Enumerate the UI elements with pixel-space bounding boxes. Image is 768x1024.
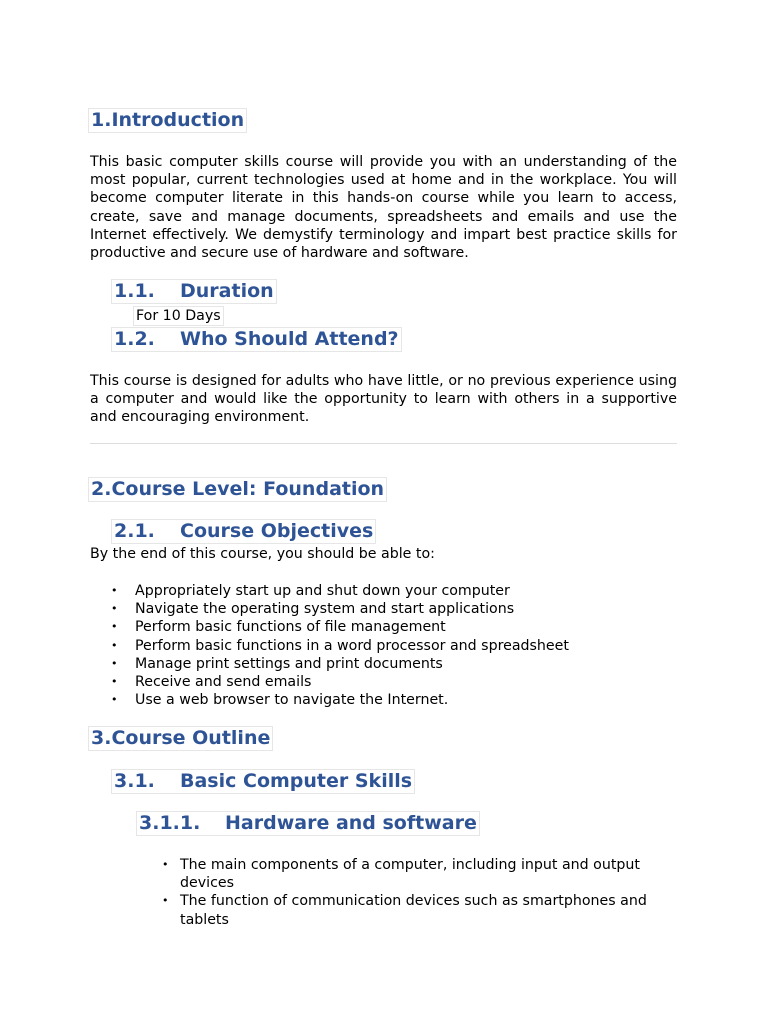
list-item: • Manage print settings and print documents [111, 655, 443, 672]
list-item: • Use a web browser to navigate the Internet. [111, 692, 449, 709]
bullet-icon: • [111, 656, 118, 670]
objectives-list [111, 582, 569, 709]
heading-number: 3.1.1. [139, 812, 201, 834]
list-item: • Navigate the operating system and start applications [111, 601, 515, 618]
list-item: • The function of communication devices such as smartphones and tablets [162, 893, 647, 928]
heading-course-outline [88, 726, 273, 751]
bullet-icon: • [111, 638, 118, 652]
list-item: • The main components of a computer, including input and output devices [162, 857, 640, 892]
list-item: • Perform basic functions of file management [111, 619, 446, 636]
introduction-paragraph: This basic computer skills course will provide you with an understanding of the most popular, current technologies used at home and in the workplace. You will become computer literate in this hands-on course while you learn to access, create, save and manage documents, spreadsheets and emails and use the Internet effectively. We demystify terminology and impart best practice skills for productive and secure use of hardware and software. [90, 154, 677, 262]
heading-number: 1.1. [114, 280, 155, 302]
heading-label: Course Outline [111, 727, 271, 749]
heading-course-level [88, 477, 387, 502]
heading-label: Introduction [111, 109, 245, 131]
heading-number: 2. [91, 478, 112, 500]
heading-label: Duration [180, 280, 274, 302]
bullet-icon: • [111, 602, 118, 616]
list-item: • Appropriately start up and shut down your computer [111, 583, 510, 599]
heading-introduction [88, 108, 247, 133]
bullet-icon: • [162, 858, 169, 871]
bullet-icon: • [111, 693, 118, 707]
heading-label: Hardware and software [225, 812, 477, 834]
heading-number: 3.1. [114, 770, 155, 792]
bullet-icon: • [111, 584, 118, 597]
heading-basic-computer-skills [111, 769, 415, 794]
heading-duration [111, 279, 277, 304]
bullet-icon: • [162, 894, 169, 908]
list-item: • Perform basic functions in a word processor and spreadsheet [111, 637, 569, 654]
heading-label: Course Level: Foundation [111, 478, 385, 500]
section-divider [90, 443, 677, 444]
heading-number: 1. [91, 109, 112, 131]
heading-number: 3. [91, 727, 112, 749]
heading-label: Course Objectives [180, 520, 374, 542]
heading-course-objectives [111, 519, 376, 544]
attend-paragraph: This course is designed for adults who have little, or no previous experience using a computer and would like the opportunity to learn with others in a supportive and encouraging environment. [90, 373, 677, 426]
heading-hardware-and-software [136, 811, 480, 836]
heading-number: 2.1. [114, 520, 155, 542]
heading-who-should-attend [111, 327, 402, 352]
list-item: • Receive and send emails [111, 674, 312, 691]
heading-number: 1.2. [114, 328, 155, 350]
duration-text: For 10 Days [133, 306, 224, 326]
heading-label: Basic Computer Skills [180, 770, 413, 792]
heading-label: Who Should Attend? [180, 328, 399, 350]
bullet-icon: • [111, 675, 118, 689]
hardware-list [162, 856, 682, 929]
bullet-icon: • [111, 620, 118, 634]
objectives-intro: By the end of this course, you should be able to: [90, 546, 435, 562]
